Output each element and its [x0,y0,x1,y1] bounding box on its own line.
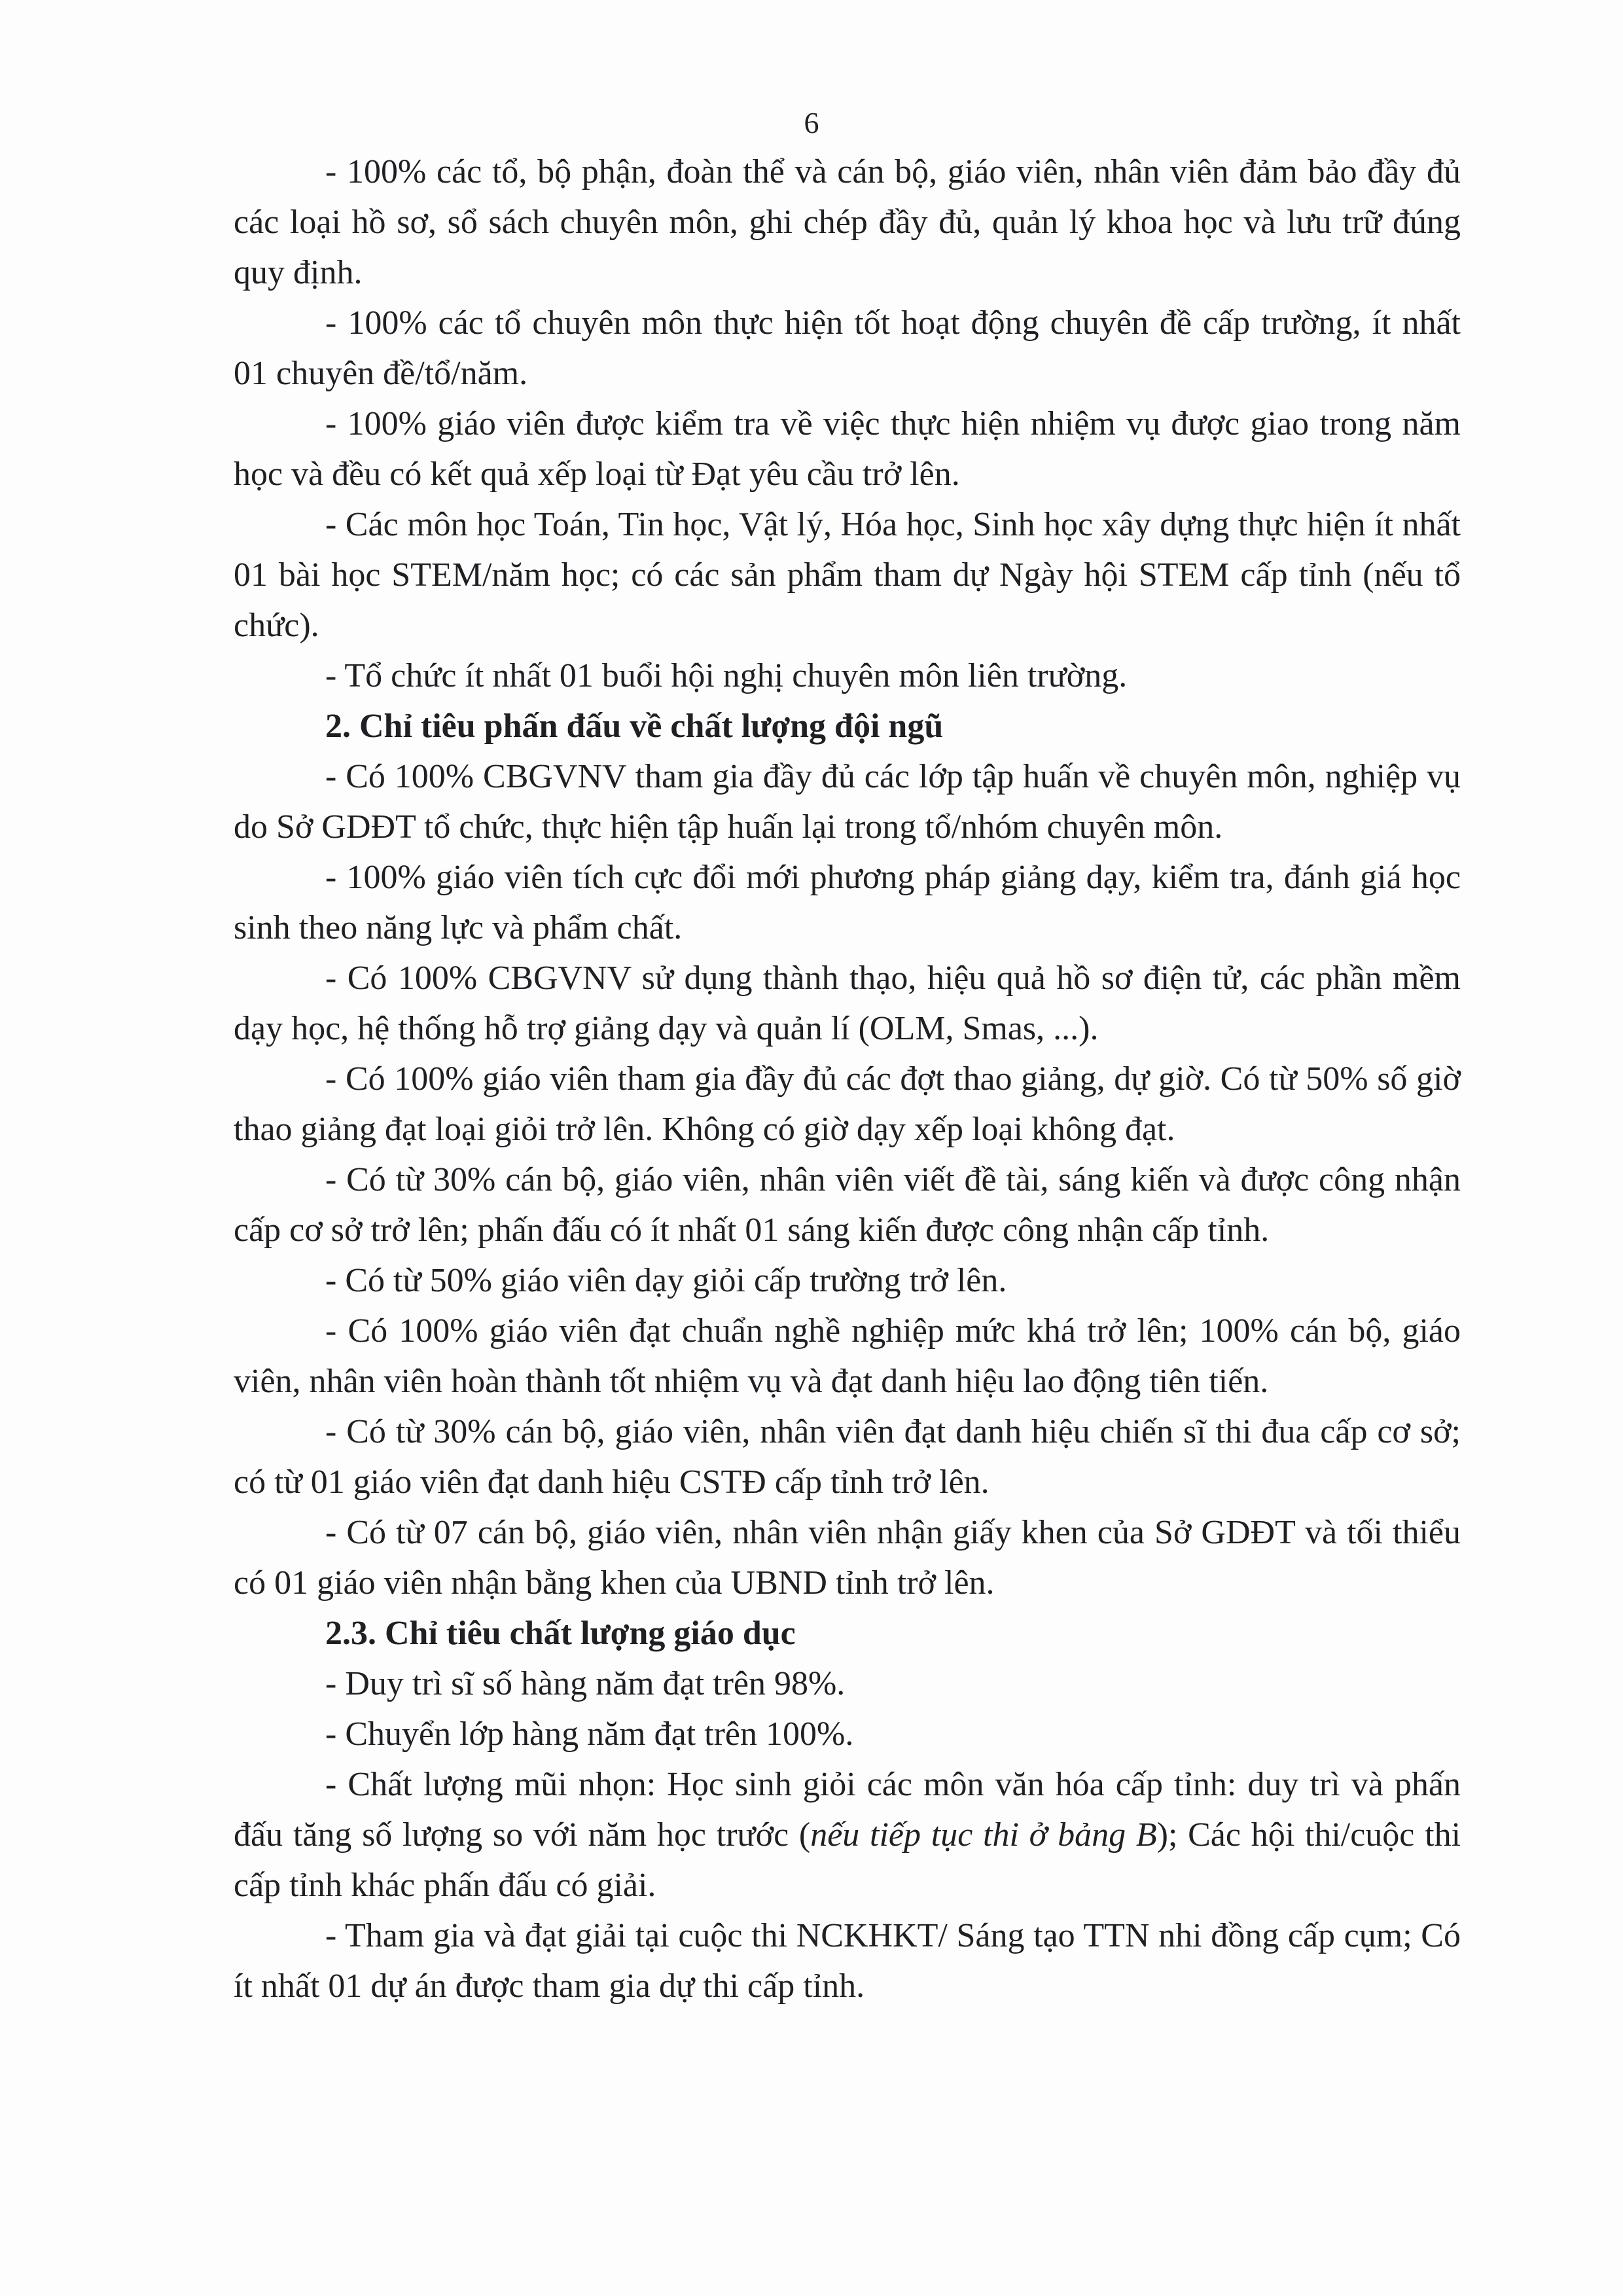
spearhead-text-italic: nếu tiếp tục thi ở bảng B [810,1816,1157,1854]
spearhead-text-before: - Chất lượng mũi nhọn: Học sinh giỏi các môn văn hóa cấp tỉnh: duy trì và phấn đấu tăng số lượng so với năm học trước ( [234,1766,1461,1854]
paragraph-class-promotion: - Chuyển lớp hàng năm đạt trên 100%. [325,1715,854,1753]
page-number: 6 [804,106,819,139]
paragraph-demo-lessons: - Có 100% giáo viên tham gia đầy đủ các đợt thao giảng, dự giờ. Có từ 50% số giờ thao giảng đạt loại giỏi trở lên. Không có giờ dạy xếp loại không đạt. [234,1060,1461,1148]
paragraph-digital-records: - Có 100% CBGVNV sử dụng thành thạo, hiệu quả hồ sơ điện tử, các phần mềm dạy học, hệ thống hỗ trợ giảng dạy và quản lí (OLM, Smas, ...). [234,960,1461,1047]
paragraph-training: - Có 100% CBGVNV tham gia đầy đủ các lớp tập huấn về chuyên môn, nghiệp vụ do Sở GDĐT tổ chức, thực hiện tập huấn lại trong tổ/nhóm chuyên môn. [234,758,1461,846]
paragraph-thematic-topics: - 100% các tổ chuyên môn thực hiện tốt hoạt động chuyên đề cấp trường, ít nhất 01 chuyên đề/tổ/năm. [234,304,1461,392]
section-heading-education-quality: 2.3. Chỉ tiêu chất lượng giáo dục [325,1615,796,1652]
paragraph-attendance: - Duy trì sĩ số hàng năm đạt trên 98%. [325,1665,846,1702]
paragraph-science-contest: - Tham gia và đạt giải tại cuộc thi NCKHKT/ Sáng tạo TTN nhi đồng cấp cụm; Có ít nhất 01 dự án được tham gia dự thi cấp tỉnh. [234,1917,1461,2005]
paragraph-spearhead-quality [234,1759,1461,1910]
section-heading-staff-quality: 2. Chỉ tiêu phấn đấu về chất lượng đội ngũ [325,708,944,745]
paragraph-emulation-title: - Có từ 30% cán bộ, giáo viên, nhân viên đạt danh hiệu chiến sĩ thi đua cấp cơ sở; có từ 01 giáo viên đạt danh hiệu CSTĐ cấp tỉnh trở lên. [234,1413,1461,1501]
paragraph-teacher-inspection: - 100% giáo viên được kiểm tra về việc thực hiện nhiệm vụ được giao trong năm học và đều có kết quả xếp loại từ Đạt yêu cầu trở lên. [234,405,1461,493]
paragraph-commendations: - Có từ 07 cán bộ, giáo viên, nhân viên nhận giấy khen của Sở GDĐT và tối thiểu có 01 giáo viên nhận bằng khen của UBND tỉnh trở lên. [234,1514,1461,1602]
paragraph-records: - 100% các tổ, bộ phận, đoàn thể và cán bộ, giáo viên, nhân viên đảm bảo đầy đủ các loại hồ sơ, sổ sách chuyên môn, ghi chép đầy đủ, quản lý khoa học và lưu trữ đúng quy định. [234,153,1461,291]
paragraph-stem: - Các môn học Toán, Tin học, Vật lý, Hóa học, Sinh học xây dựng thực hiện ít nhất 01 bài học STEM/năm học; có các sản phẩm tham dự Ngày hội STEM cấp tỉnh (nếu tổ chức). [234,506,1461,644]
paragraph-good-teachers: - Có từ 50% giáo viên dạy giỏi cấp trường trở lên. [325,1262,1007,1299]
paragraph-teaching-methods: - 100% giáo viên tích cực đổi mới phương pháp giảng dạy, kiểm tra, đánh giá học sinh theo năng lực và phẩm chất. [234,859,1461,946]
paragraph-initiatives: - Có từ 30% cán bộ, giáo viên, nhân viên viết đề tài, sáng kiến và được công nhận cấp cơ sở trở lên; phấn đấu có ít nhất 01 sáng kiến được công nhận cấp tỉnh. [234,1161,1461,1249]
document-body [234,147,1461,2011]
spearhead-text-after: ); Các hội thi/cuộc thi cấp tỉnh khác phấn đấu có giải. [234,1816,1461,1904]
paragraph-conference: - Tổ chức ít nhất 01 buổi hội nghị chuyên môn liên trường. [325,657,1128,694]
paragraph-professional-standards: - Có 100% giáo viên đạt chuẩn nghề nghiệp mức khá trở lên; 100% cán bộ, giáo viên, nhân viên hoàn thành tốt nhiệm vụ và đạt danh hiệu lao động tiên tiến. [234,1312,1461,1400]
